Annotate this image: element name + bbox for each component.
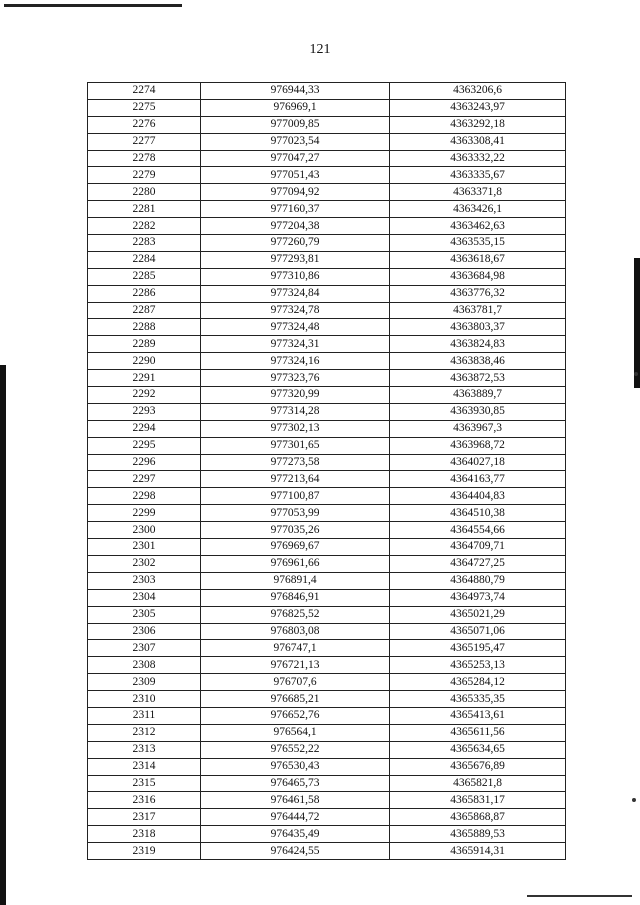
x-coordinate-cell: 976530,43 xyxy=(201,758,390,775)
x-coordinate-cell: 977260,79 xyxy=(201,235,390,252)
table-row xyxy=(88,758,566,775)
point-number-cell: 2315 xyxy=(88,775,201,792)
y-coordinate-cell: 4363618,67 xyxy=(390,251,566,268)
point-number-cell: 2281 xyxy=(88,201,201,218)
table-row xyxy=(88,83,566,100)
coordinates-table-body xyxy=(88,83,566,860)
point-number-cell: 2302 xyxy=(88,555,201,572)
y-coordinate-cell: 4363803,37 xyxy=(390,319,566,336)
table-row xyxy=(88,724,566,741)
table-row xyxy=(88,387,566,404)
scan-speck xyxy=(632,798,636,802)
y-coordinate-cell: 4363930,85 xyxy=(390,403,566,420)
point-number-cell: 2275 xyxy=(88,99,201,116)
table-row xyxy=(88,437,566,454)
point-number-cell: 2300 xyxy=(88,522,201,539)
x-coordinate-cell: 977324,48 xyxy=(201,319,390,336)
table-row xyxy=(88,623,566,640)
x-coordinate-cell: 977009,85 xyxy=(201,116,390,133)
y-coordinate-cell: 4365889,53 xyxy=(390,826,566,843)
y-coordinate-cell: 4363535,15 xyxy=(390,235,566,252)
table-row xyxy=(88,539,566,556)
x-coordinate-cell: 976969,1 xyxy=(201,99,390,116)
table-row xyxy=(88,707,566,724)
coordinates-table xyxy=(87,82,566,860)
y-coordinate-cell: 4364709,71 xyxy=(390,539,566,556)
table-row xyxy=(88,572,566,589)
y-coordinate-cell: 4365914,31 xyxy=(390,843,566,860)
table-row xyxy=(88,403,566,420)
table-row xyxy=(88,116,566,133)
y-coordinate-cell: 4363776,32 xyxy=(390,285,566,302)
x-coordinate-cell: 976846,91 xyxy=(201,589,390,606)
x-coordinate-cell: 976747,1 xyxy=(201,640,390,657)
table-row xyxy=(88,775,566,792)
table-row xyxy=(88,370,566,387)
y-coordinate-cell: 4363332,22 xyxy=(390,150,566,167)
table-row xyxy=(88,522,566,539)
table-row xyxy=(88,218,566,235)
x-coordinate-cell: 976461,58 xyxy=(201,792,390,809)
point-number-cell: 2294 xyxy=(88,420,201,437)
point-number-cell: 2299 xyxy=(88,505,201,522)
x-coordinate-cell: 977324,78 xyxy=(201,302,390,319)
table-row xyxy=(88,420,566,437)
y-coordinate-cell: 4363967,3 xyxy=(390,420,566,437)
y-coordinate-cell: 4363889,7 xyxy=(390,387,566,404)
point-number-cell: 2306 xyxy=(88,623,201,640)
table-row xyxy=(88,674,566,691)
x-coordinate-cell: 976891,4 xyxy=(201,572,390,589)
y-coordinate-cell: 4364554,66 xyxy=(390,522,566,539)
table-row xyxy=(88,657,566,674)
point-number-cell: 2286 xyxy=(88,285,201,302)
y-coordinate-cell: 4363308,41 xyxy=(390,133,566,150)
table-row xyxy=(88,488,566,505)
y-coordinate-cell: 4365821,8 xyxy=(390,775,566,792)
y-coordinate-cell: 4365868,87 xyxy=(390,809,566,826)
y-coordinate-cell: 4365195,47 xyxy=(390,640,566,657)
point-number-cell: 2314 xyxy=(88,758,201,775)
table-row xyxy=(88,843,566,860)
y-coordinate-cell: 4363243,97 xyxy=(390,99,566,116)
table-row xyxy=(88,741,566,758)
table-row xyxy=(88,133,566,150)
table-row xyxy=(88,235,566,252)
point-number-cell: 2293 xyxy=(88,403,201,420)
x-coordinate-cell: 976652,76 xyxy=(201,707,390,724)
point-number-cell: 2282 xyxy=(88,218,201,235)
x-coordinate-cell: 977301,65 xyxy=(201,437,390,454)
point-number-cell: 2317 xyxy=(88,809,201,826)
point-number-cell: 2278 xyxy=(88,150,201,167)
y-coordinate-cell: 4364880,79 xyxy=(390,572,566,589)
y-coordinate-cell: 4365284,12 xyxy=(390,674,566,691)
y-coordinate-cell: 4365611,56 xyxy=(390,724,566,741)
point-number-cell: 2288 xyxy=(88,319,201,336)
x-coordinate-cell: 977314,28 xyxy=(201,403,390,420)
point-number-cell: 2313 xyxy=(88,741,201,758)
x-coordinate-cell: 976564,1 xyxy=(201,724,390,741)
point-number-cell: 2309 xyxy=(88,674,201,691)
table-row xyxy=(88,826,566,843)
point-number-cell: 2296 xyxy=(88,454,201,471)
y-coordinate-cell: 4364510,38 xyxy=(390,505,566,522)
x-coordinate-cell: 977160,37 xyxy=(201,201,390,218)
x-coordinate-cell: 977204,38 xyxy=(201,218,390,235)
point-number-cell: 2289 xyxy=(88,336,201,353)
table-row xyxy=(88,167,566,184)
table-row xyxy=(88,555,566,572)
y-coordinate-cell: 4363781,7 xyxy=(390,302,566,319)
x-coordinate-cell: 976803,08 xyxy=(201,623,390,640)
table-row xyxy=(88,268,566,285)
x-coordinate-cell: 977302,13 xyxy=(201,420,390,437)
point-number-cell: 2295 xyxy=(88,437,201,454)
x-coordinate-cell: 977051,43 xyxy=(201,167,390,184)
y-coordinate-cell: 4365335,35 xyxy=(390,691,566,708)
y-coordinate-cell: 4364027,18 xyxy=(390,454,566,471)
y-coordinate-cell: 4365021,29 xyxy=(390,606,566,623)
point-number-cell: 2311 xyxy=(88,707,201,724)
table-row xyxy=(88,285,566,302)
point-number-cell: 2274 xyxy=(88,83,201,100)
page-number: 121 xyxy=(309,42,331,57)
point-number-cell: 2290 xyxy=(88,353,201,370)
scan-speck xyxy=(634,372,638,376)
x-coordinate-cell: 977094,92 xyxy=(201,184,390,201)
y-coordinate-cell: 4363824,83 xyxy=(390,336,566,353)
y-coordinate-cell: 4364404,83 xyxy=(390,488,566,505)
y-coordinate-cell: 4363206,6 xyxy=(390,83,566,100)
table-row xyxy=(88,251,566,268)
y-coordinate-cell: 4363371,8 xyxy=(390,184,566,201)
x-coordinate-cell: 977023,54 xyxy=(201,133,390,150)
table-row xyxy=(88,606,566,623)
x-coordinate-cell: 976825,52 xyxy=(201,606,390,623)
scan-edge-mark-right xyxy=(634,258,640,388)
table-row xyxy=(88,302,566,319)
x-coordinate-cell: 976721,13 xyxy=(201,657,390,674)
x-coordinate-cell: 976424,55 xyxy=(201,843,390,860)
x-coordinate-cell: 977324,84 xyxy=(201,285,390,302)
table-row xyxy=(88,336,566,353)
point-number-cell: 2310 xyxy=(88,691,201,708)
y-coordinate-cell: 4365634,65 xyxy=(390,741,566,758)
y-coordinate-cell: 4365676,89 xyxy=(390,758,566,775)
x-coordinate-cell: 977213,64 xyxy=(201,471,390,488)
point-number-cell: 2312 xyxy=(88,724,201,741)
y-coordinate-cell: 4364727,25 xyxy=(390,555,566,572)
y-coordinate-cell: 4363968,72 xyxy=(390,437,566,454)
x-coordinate-cell: 976944,33 xyxy=(201,83,390,100)
point-number-cell: 2319 xyxy=(88,843,201,860)
y-coordinate-cell: 4363684,98 xyxy=(390,268,566,285)
table-row xyxy=(88,184,566,201)
table-row xyxy=(88,505,566,522)
y-coordinate-cell: 4365253,13 xyxy=(390,657,566,674)
table-row xyxy=(88,809,566,826)
point-number-cell: 2277 xyxy=(88,133,201,150)
x-coordinate-cell: 977324,31 xyxy=(201,336,390,353)
table-row xyxy=(88,691,566,708)
point-number-cell: 2285 xyxy=(88,268,201,285)
point-number-cell: 2276 xyxy=(88,116,201,133)
point-number-cell: 2318 xyxy=(88,826,201,843)
y-coordinate-cell: 4363838,46 xyxy=(390,353,566,370)
table-row xyxy=(88,319,566,336)
y-coordinate-cell: 4365831,17 xyxy=(390,792,566,809)
scan-line-top xyxy=(4,4,182,7)
table-row xyxy=(88,589,566,606)
point-number-cell: 2297 xyxy=(88,471,201,488)
point-number-cell: 2305 xyxy=(88,606,201,623)
table-row xyxy=(88,99,566,116)
x-coordinate-cell: 976969,67 xyxy=(201,539,390,556)
table-row xyxy=(88,201,566,218)
x-coordinate-cell: 977273,58 xyxy=(201,454,390,471)
x-coordinate-cell: 977053,99 xyxy=(201,505,390,522)
x-coordinate-cell: 976685,21 xyxy=(201,691,390,708)
x-coordinate-cell: 977323,76 xyxy=(201,370,390,387)
x-coordinate-cell: 976961,66 xyxy=(201,555,390,572)
point-number-cell: 2303 xyxy=(88,572,201,589)
x-coordinate-cell: 976552,22 xyxy=(201,741,390,758)
y-coordinate-cell: 4363426,1 xyxy=(390,201,566,218)
point-number-cell: 2284 xyxy=(88,251,201,268)
point-number-cell: 2292 xyxy=(88,387,201,404)
y-coordinate-cell: 4365413,61 xyxy=(390,707,566,724)
point-number-cell: 2280 xyxy=(88,184,201,201)
y-coordinate-cell: 4363335,67 xyxy=(390,167,566,184)
table-row xyxy=(88,454,566,471)
table-row xyxy=(88,792,566,809)
x-coordinate-cell: 977310,86 xyxy=(201,268,390,285)
x-coordinate-cell: 977293,81 xyxy=(201,251,390,268)
x-coordinate-cell: 976465,73 xyxy=(201,775,390,792)
y-coordinate-cell: 4363462,63 xyxy=(390,218,566,235)
point-number-cell: 2308 xyxy=(88,657,201,674)
point-number-cell: 2287 xyxy=(88,302,201,319)
y-coordinate-cell: 4364163,77 xyxy=(390,471,566,488)
point-number-cell: 2279 xyxy=(88,167,201,184)
table-row xyxy=(88,640,566,657)
point-number-cell: 2291 xyxy=(88,370,201,387)
table-row xyxy=(88,353,566,370)
scan-edge-mark-left xyxy=(0,365,6,905)
x-coordinate-cell: 977100,87 xyxy=(201,488,390,505)
x-coordinate-cell: 977324,16 xyxy=(201,353,390,370)
y-coordinate-cell: 4363872,53 xyxy=(390,370,566,387)
point-number-cell: 2304 xyxy=(88,589,201,606)
y-coordinate-cell: 4364973,74 xyxy=(390,589,566,606)
x-coordinate-cell: 977320,99 xyxy=(201,387,390,404)
table-row xyxy=(88,471,566,488)
point-number-cell: 2283 xyxy=(88,235,201,252)
scan-line-bottom xyxy=(527,895,632,897)
point-number-cell: 2298 xyxy=(88,488,201,505)
x-coordinate-cell: 976444,72 xyxy=(201,809,390,826)
point-number-cell: 2301 xyxy=(88,539,201,556)
point-number-cell: 2307 xyxy=(88,640,201,657)
y-coordinate-cell: 4363292,18 xyxy=(390,116,566,133)
point-number-cell: 2316 xyxy=(88,792,201,809)
x-coordinate-cell: 976707,6 xyxy=(201,674,390,691)
table-row xyxy=(88,150,566,167)
x-coordinate-cell: 976435,49 xyxy=(201,826,390,843)
y-coordinate-cell: 4365071,06 xyxy=(390,623,566,640)
x-coordinate-cell: 977035,26 xyxy=(201,522,390,539)
x-coordinate-cell: 977047,27 xyxy=(201,150,390,167)
